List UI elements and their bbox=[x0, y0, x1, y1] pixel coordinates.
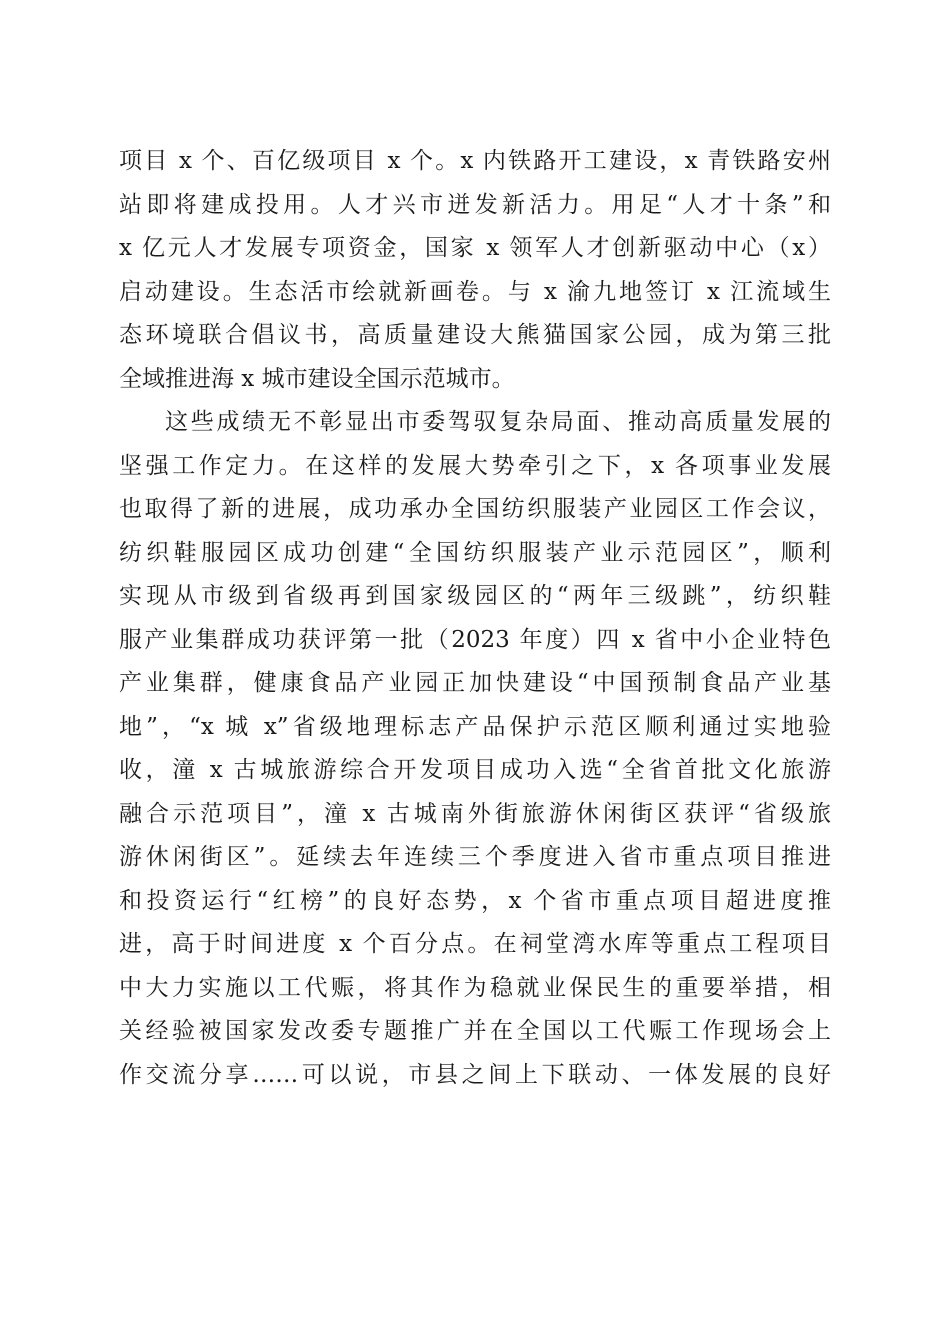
text-line: 纺织鞋服园区成功创建“全国纺织服装产业示范园区”，顺利 bbox=[119, 539, 831, 566]
text-line: 进，高于时间进度 x 个百分点。在祠堂湾水库等重点工程项目 bbox=[119, 931, 831, 957]
text-line: 和投资运行“红榜”的良好态势，x 个省市重点项目超进度推 bbox=[119, 887, 831, 914]
text-line: 产业集群，健康食品产业园正加快建设“中国预制食品产业基 bbox=[119, 670, 831, 696]
text-line: 中大力实施以工代赈，将其作为稳就业保民生的重要举措，相 bbox=[119, 974, 831, 1001]
text-line: 站即将建成投用。人才兴市迸发新活力。用足“人才十条”和 bbox=[119, 191, 831, 218]
text-line: 关经验被国家发改委专题推广并在全国以工代赈工作现场会上 bbox=[119, 1018, 831, 1044]
text-line: 也取得了新的进展，成功承办全国纺织服装产业园区工作会议， bbox=[119, 496, 831, 522]
paragraph-2 bbox=[119, 401, 831, 1097]
body-text bbox=[119, 140, 831, 1097]
text-line: x 亿元人才发展专项资金，国家 x 领军人才创新驱动中心（x） bbox=[119, 235, 831, 261]
text-line: 收，潼 x 古城旅游综合开发项目成功入选“全省首批文化旅游 bbox=[119, 757, 831, 783]
text-line: 实现从市级到省级再到国家级园区的“两年三级跳”，纺织鞋 bbox=[119, 583, 831, 609]
text-line: 游休闲街区”。延续去年连续三个季度进入省市重点项目推进 bbox=[119, 844, 831, 870]
text-line: 地”，“x 城 x”省级地理标志产品保护示范区顺利通过实地验 bbox=[119, 713, 831, 740]
text-line: 作交流分享……可以说，市县之间上下联动、一体发展的良好 bbox=[119, 1061, 831, 1088]
text-line: 启动建设。生态活市绘就新画卷。与 x 渝九地签订 x 江流域生 bbox=[119, 278, 831, 305]
text-line: 态环境联合倡议书，高质量建设大熊猫国家公园，成为第三批 bbox=[119, 322, 831, 348]
text-line: 融合示范项目”，潼 x 古城南外街旅游休闲街区获评“省级旅 bbox=[119, 800, 831, 827]
text-line: 这些成绩无不彰显出市委驾驭复杂局面、推动高质量发展的 bbox=[165, 409, 831, 435]
text-line: 全域推进海 x 城市建设全国示范城市。 bbox=[119, 365, 515, 392]
paragraph-1 bbox=[119, 140, 831, 401]
text-line: 坚强工作定力。在这样的发展大势牵引之下，x 各项事业发展 bbox=[119, 452, 831, 479]
text-line: 服产业集群成功获评第一批（2023 年度）四 x 省中小企业特色 bbox=[119, 626, 831, 653]
text-line: 项目 x 个、百亿级项目 x 个。x 内铁路开工建设，x 青铁路安州 bbox=[119, 148, 831, 174]
